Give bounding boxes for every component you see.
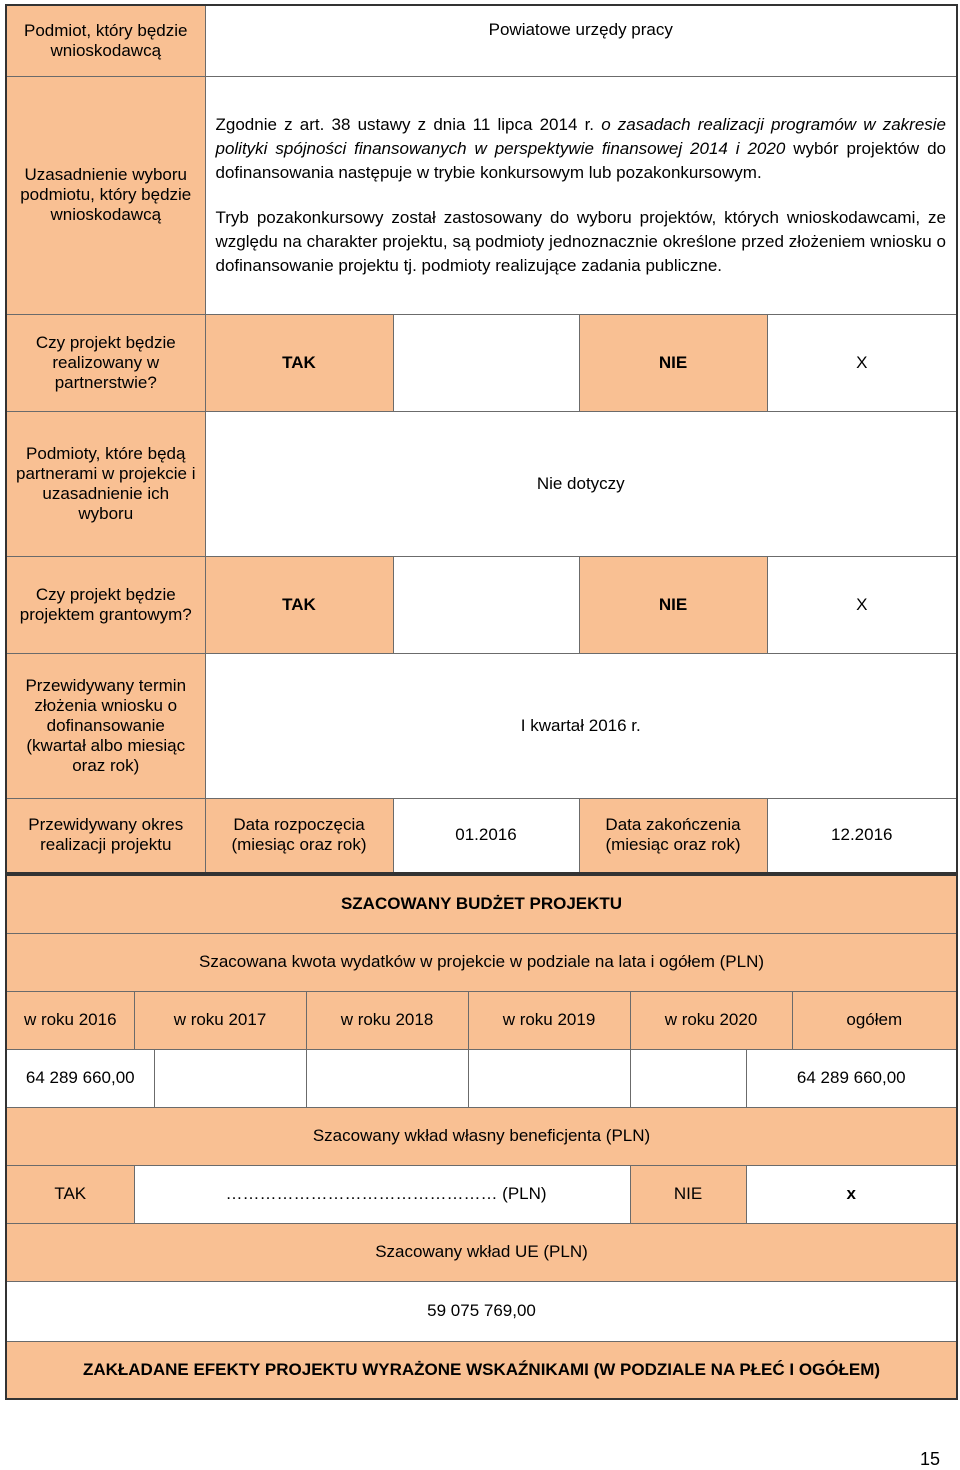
expenses-title: Szacowana kwota wydatków w projekcie w podziale na lata i ogółem (PLN): [6, 933, 957, 991]
applicant-row: [6, 5, 957, 76]
grant-yes-label: TAK: [205, 556, 393, 653]
year-cell: w roku 2019: [468, 991, 630, 1049]
deadline-label: Przewidywany termin złożenia wniosku o dofinansowanie (kwartał albo miesiąc oraz rok): [6, 653, 205, 798]
partners-row: [6, 411, 957, 556]
partners-label: Podmioty, które będą partnerami w projekcie i uzasadnienie ich wyboru: [6, 411, 205, 556]
grant-row: [6, 556, 957, 653]
year-cell: w roku 2020: [630, 991, 792, 1049]
grant-no-label: NIE: [579, 556, 767, 653]
justification-value: [205, 76, 957, 314]
years-row: [6, 991, 957, 1049]
year-cell: w roku 2016: [6, 991, 134, 1049]
eu-contribution-value: 59 075 769,00: [6, 1281, 957, 1341]
own-title-row: [6, 1107, 957, 1165]
own-no-mark: x: [746, 1165, 957, 1223]
own-amount: ………………………………………… (PLN): [134, 1165, 630, 1223]
eu-contribution-title: Szacowany wkład UE (PLN): [6, 1223, 957, 1281]
effects-title: ZAKŁADANE EFEKTY PROJEKTU WYRAŻONE WSKAŹNIKAMI (W PODZIALE NA PŁEĆ I OGÓŁEM): [6, 1341, 957, 1399]
partnership-row: [6, 314, 957, 411]
amount-cell: [306, 1049, 468, 1107]
partnership-yes-mark: [393, 314, 579, 411]
own-contribution-title: Szacowany wkład własny beneficjenta (PLN): [6, 1107, 957, 1165]
amount-cell: 64 289 660,00: [6, 1049, 154, 1107]
budget-title: SZACOWANY BUDŻET PROJEKTU: [6, 875, 957, 933]
grant-yes-mark: [393, 556, 579, 653]
amounts-row: [6, 1049, 957, 1107]
applicant-label: Podmiot, który będzie wnioskodawcą: [6, 5, 205, 76]
own-yes-label: TAK: [6, 1165, 134, 1223]
justification-text-end: wybór projektów do dofinansowania następuje w trybie konkursowym lub pozakonkursowym.: [215, 138, 947, 182]
eu-title-row: [6, 1223, 957, 1281]
grant-label: Czy projekt będzie projektem grantowym?: [6, 556, 205, 653]
period-row: [6, 798, 957, 873]
eu-value-row: [6, 1281, 957, 1341]
amount-cell: [154, 1049, 306, 1107]
project-details-table: [5, 4, 958, 874]
partnership-no-label: NIE: [579, 314, 767, 411]
budget-table: [5, 874, 958, 1400]
year-total-cell: ogółem: [792, 991, 957, 1049]
period-label: Przewidywany okres realizacji projektu: [6, 798, 205, 873]
effects-title-row: [6, 1341, 957, 1399]
own-contribution-row: [6, 1165, 957, 1223]
period-end-label: Data zakończenia (miesiąc oraz rok): [579, 798, 767, 873]
partnership-yes-label: TAK: [205, 314, 393, 411]
deadline-value: I kwartał 2016 r.: [205, 653, 957, 798]
applicant-value: Powiatowe urzędy pracy: [205, 5, 957, 76]
act-title: o zasadach realizacji programów w zakresie polityki spójności finansowanych w perspektywie finansowej 2014 i 2020: [215, 114, 947, 158]
page-number: 15: [919, 1449, 940, 1469]
grant-no-mark: X: [767, 556, 957, 653]
justification-label: Uzasadnienie wyboru podmiotu, który będzie wnioskodawcą: [6, 76, 205, 314]
project-form: [5, 4, 956, 1400]
justification-paragraph-1: [216, 113, 947, 185]
deadline-row: [6, 653, 957, 798]
partners-value: Nie dotyczy: [205, 411, 957, 556]
justification-row: [6, 76, 957, 314]
justification-text-start: Zgodnie z art. 38 ustawy z dnia 11 lipca 2014 r.: [215, 114, 602, 134]
justification-paragraph-2: Tryb pozakonkursowy został zastosowany do wyboru projektów, których wnioskodawcami, ze względu na charakter projektu, są podmioty jednoznacznie określone przed złożeniem wniosku o dofinansowanie projektu tj. podmioty realizujące zadania publiczne.: [215, 207, 947, 275]
budget-title-row: [6, 875, 957, 933]
own-no-label: NIE: [630, 1165, 746, 1223]
expenses-title-row: [6, 933, 957, 991]
year-cell: w roku 2017: [134, 991, 306, 1049]
amount-cell: [630, 1049, 746, 1107]
partnership-label: Czy projekt będzie realizowany w partnerstwie?: [6, 314, 205, 411]
period-start-value: 01.2016: [393, 798, 579, 873]
partnership-no-mark: X: [767, 314, 957, 411]
amount-total-cell: 64 289 660,00: [746, 1049, 957, 1107]
period-end-value: 12.2016: [767, 798, 957, 873]
year-cell: w roku 2018: [306, 991, 468, 1049]
amount-cell: [468, 1049, 630, 1107]
period-start-label: Data rozpoczęcia (miesiąc oraz rok): [205, 798, 393, 873]
